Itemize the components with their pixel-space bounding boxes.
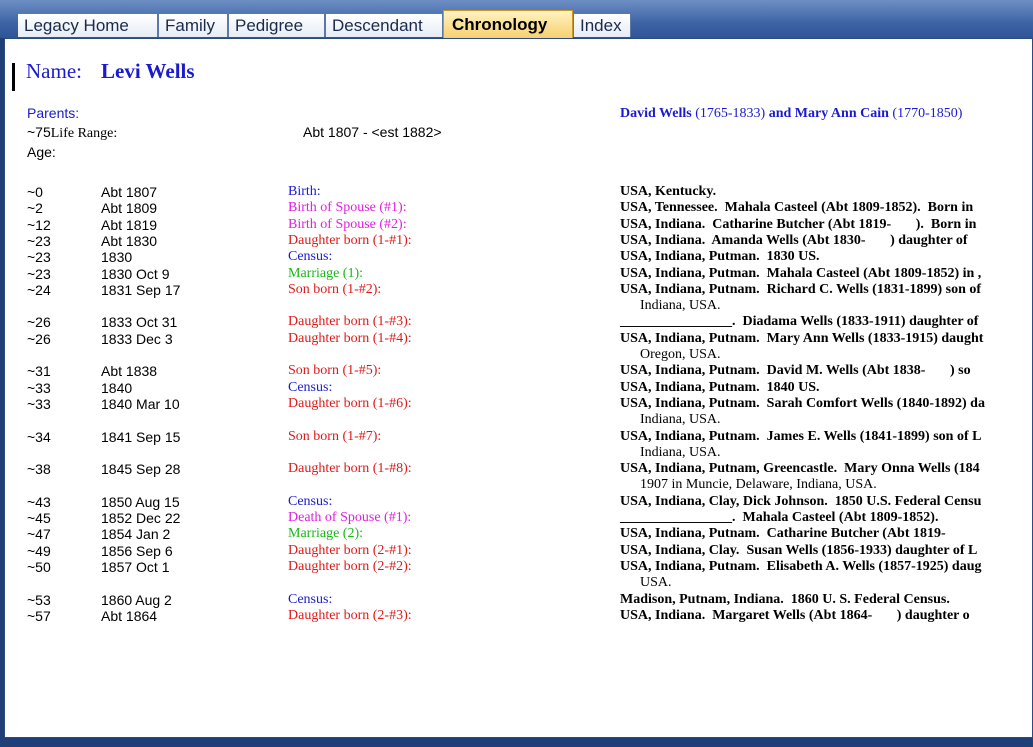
event-date: 1831 Sep 17 bbox=[101, 281, 181, 298]
event-detail[interactable] bbox=[620, 396, 985, 412]
event-place: ________________. bbox=[620, 314, 736, 330]
event-age: ~12 bbox=[27, 216, 51, 233]
event-type: Son born (1-#5): bbox=[288, 363, 382, 379]
event-type: Census: bbox=[288, 379, 333, 395]
event-type: Census: bbox=[288, 249, 333, 265]
event-type: Daughter born (1-#4): bbox=[288, 330, 412, 346]
event-place: USA, Indiana, Putman. bbox=[620, 265, 760, 281]
event-type: Daughter born (1-#8): bbox=[288, 461, 412, 477]
event-place: USA, Indiana, Putnam. bbox=[620, 281, 760, 297]
mother-dates: (1770-1850) bbox=[892, 106, 963, 121]
event-type: Son born (1-#7): bbox=[288, 428, 382, 444]
event-description: Diadama Wells (1833-1911) daughter of bbox=[735, 314, 979, 330]
tab-legacy-home[interactable]: Legacy Home bbox=[18, 13, 158, 37]
life-range-label: Life Range: bbox=[50, 126, 118, 141]
event-date: Abt 1830 bbox=[101, 232, 158, 249]
event-type: Birth of Spouse (#1): bbox=[288, 200, 407, 216]
chronology-row bbox=[5, 461, 1033, 479]
event-date: Abt 1809 bbox=[101, 200, 158, 217]
chronology-row bbox=[5, 429, 1033, 447]
chronology-row-continuation bbox=[5, 477, 1033, 495]
event-type: Birth of Spouse (#2): bbox=[288, 216, 407, 232]
event-description: Mary Ann Wells (1833-1915) daught bbox=[759, 330, 984, 346]
event-detail-continuation: Oregon, USA. bbox=[640, 347, 721, 362]
event-place: USA, Indiana. bbox=[620, 216, 706, 232]
event-description: James E. Wells (1841-1899) son of L bbox=[759, 428, 982, 444]
event-type: Marriage (2): bbox=[288, 526, 364, 542]
event-description: Richard C. Wells (1831-1899) son of bbox=[759, 281, 982, 297]
tab-chronology[interactable]: Chronology bbox=[443, 10, 573, 38]
event-date: 1833 Oct 31 bbox=[101, 314, 178, 331]
event-detail-continuation: USA. bbox=[640, 575, 672, 591]
event-date: 1857 Oct 1 bbox=[101, 558, 170, 575]
event-date: 1854 Jan 2 bbox=[101, 526, 171, 543]
text-cursor bbox=[12, 63, 15, 91]
event-age: ~45 bbox=[27, 510, 51, 526]
event-place: USA, Indiana, Putman. bbox=[620, 249, 760, 265]
event-detail[interactable] bbox=[620, 363, 971, 379]
event-age: ~49 bbox=[27, 542, 51, 559]
father-link[interactable]: David Wells bbox=[620, 106, 692, 121]
event-description: Sarah Comfort Wells (1840-1892) da bbox=[759, 395, 985, 411]
event-description: Catharine Butcher (Abt 1819- bbox=[759, 526, 946, 542]
person-name[interactable]: Levi Wells bbox=[101, 59, 195, 83]
event-date: 1860 Aug 2 bbox=[101, 591, 172, 608]
event-date: Abt 1838 bbox=[101, 363, 158, 380]
event-place: USA, Indiana, Putnam. bbox=[620, 428, 760, 444]
event-place: Madison, Putnam, Indiana. bbox=[620, 591, 784, 607]
event-detail[interactable] bbox=[620, 429, 981, 445]
name-header bbox=[5, 49, 1033, 83]
event-place: USA, Indiana, Clay. bbox=[620, 542, 740, 558]
tab-bar bbox=[0, 0, 1033, 38]
event-age: ~23 bbox=[27, 232, 51, 249]
event-age: ~26 bbox=[27, 314, 51, 331]
event-place: USA, Indiana, Putnam, Greencastle. bbox=[620, 461, 838, 477]
event-place: ________________. bbox=[620, 510, 736, 525]
event-detail[interactable] bbox=[620, 559, 981, 575]
event-description: David M. Wells (Abt 1838- ) so bbox=[759, 363, 971, 379]
event-detail[interactable] bbox=[620, 314, 978, 330]
event-detail[interactable] bbox=[620, 184, 716, 200]
chronology-row bbox=[5, 592, 1033, 610]
chronology-row-continuation bbox=[5, 298, 1033, 316]
chronology-row bbox=[5, 396, 1033, 414]
event-detail[interactable] bbox=[620, 461, 980, 477]
event-detail[interactable] bbox=[620, 200, 973, 216]
life-range-prefix: ~75 bbox=[27, 124, 51, 140]
name-label: Name: bbox=[26, 59, 82, 83]
event-place: USA, Indiana. bbox=[620, 232, 706, 248]
event-description: Margaret Wells (Abt 1864- ) daughter o bbox=[705, 607, 970, 623]
chronology-row bbox=[5, 233, 1033, 251]
event-age: ~33 bbox=[27, 395, 51, 412]
event-age: ~34 bbox=[27, 428, 51, 445]
event-date: Abt 1819 bbox=[101, 216, 158, 233]
event-age: ~31 bbox=[27, 363, 51, 380]
chronology-panel bbox=[4, 38, 1033, 738]
event-type: Marriage (1): bbox=[288, 265, 364, 281]
event-description: 1840 US. bbox=[759, 379, 820, 395]
life-range-value: Abt 1807 - <est 1882> bbox=[303, 124, 442, 140]
chronology-row bbox=[5, 363, 1033, 381]
chronology-row-continuation bbox=[5, 445, 1033, 463]
event-age: ~50 bbox=[27, 558, 51, 575]
event-detail-continuation: 1907 in Muncie, Delaware, Indiana, USA. bbox=[640, 477, 877, 493]
chronology-row bbox=[5, 526, 1033, 544]
event-description: 1860 U. S. Federal Census. bbox=[783, 591, 950, 607]
event-detail[interactable] bbox=[620, 592, 950, 608]
event-type: Daughter born (2-#3): bbox=[288, 607, 412, 623]
event-detail[interactable] bbox=[620, 266, 981, 282]
chronology-row-continuation bbox=[5, 575, 1033, 593]
event-description: Mahala Casteel (Abt 1809-1852). Born in bbox=[717, 200, 974, 216]
chronology-row bbox=[5, 184, 1033, 202]
chronology-row bbox=[5, 494, 1033, 512]
chronology-row-continuation bbox=[5, 412, 1033, 430]
event-age: ~24 bbox=[27, 281, 51, 298]
event-age: ~23 bbox=[27, 265, 51, 282]
event-description: Mary Onna Wells (184 bbox=[837, 461, 980, 477]
event-detail-continuation: Indiana, USA. bbox=[640, 298, 721, 314]
event-description: Mahala Casteel (Abt 1809-1852). bbox=[735, 510, 939, 525]
event-type: Son born (1-#2): bbox=[288, 281, 382, 297]
event-description: 1850 U.S. Federal Censu bbox=[827, 493, 982, 509]
event-detail[interactable] bbox=[620, 249, 820, 265]
event-detail[interactable] bbox=[620, 543, 977, 559]
event-type: Birth: bbox=[288, 184, 321, 199]
chronology-row bbox=[5, 217, 1033, 235]
event-type: Daughter born (2-#1): bbox=[288, 542, 412, 558]
event-detail[interactable] bbox=[620, 331, 983, 347]
life-range-row bbox=[27, 124, 117, 142]
event-description: Amanda Wells (Abt 1830- ) daughter of bbox=[705, 232, 968, 248]
event-detail-continuation: Indiana, USA. bbox=[640, 412, 721, 428]
event-place: USA, Indiana, Putnam. bbox=[620, 526, 760, 542]
event-type: Daughter born (1-#6): bbox=[288, 395, 412, 411]
event-place: USA, Indiana, Clay, Dick Johnson. bbox=[620, 493, 828, 509]
event-detail[interactable] bbox=[620, 510, 938, 526]
chronology-row bbox=[5, 200, 1033, 218]
mother-link[interactable]: Mary Ann Cain bbox=[794, 106, 889, 121]
event-age: ~43 bbox=[27, 493, 51, 510]
chronology-row bbox=[5, 266, 1033, 284]
event-description: Elisabeth A. Wells (1857-1925) daug bbox=[759, 558, 982, 574]
event-detail[interactable] bbox=[620, 380, 820, 396]
event-date: 1852 Dec 22 bbox=[101, 510, 181, 526]
chronology-row-continuation bbox=[5, 347, 1033, 365]
chronology-row bbox=[5, 282, 1033, 300]
event-place: USA, Indiana. bbox=[620, 607, 706, 623]
event-date: 1856 Sep 6 bbox=[101, 542, 173, 559]
event-detail[interactable] bbox=[620, 282, 981, 298]
father-dates: (1765-1833) bbox=[695, 106, 766, 121]
tab-index[interactable]: Index bbox=[573, 13, 631, 37]
event-description: Catharine Butcher (Abt 1819- ). Born in bbox=[705, 216, 977, 232]
event-place: USA, Kentucky. bbox=[620, 184, 717, 199]
parents-value bbox=[620, 106, 962, 122]
tab-pedigree[interactable]: Pedigree bbox=[228, 13, 325, 37]
event-age: ~47 bbox=[27, 526, 51, 543]
event-age: ~0 bbox=[27, 184, 43, 200]
event-detail-continuation: Indiana, USA. bbox=[640, 444, 721, 460]
event-detail[interactable] bbox=[620, 608, 970, 624]
event-description: Mahala Casteel (Abt 1809-1852) in , bbox=[759, 265, 982, 281]
event-age: ~33 bbox=[27, 379, 51, 396]
event-age: ~53 bbox=[27, 591, 51, 608]
chronology-row bbox=[5, 559, 1033, 577]
age-label: Age: bbox=[27, 144, 56, 160]
event-date: Abt 1807 bbox=[101, 184, 158, 200]
event-detail[interactable] bbox=[620, 233, 968, 249]
chronology-row bbox=[5, 331, 1033, 349]
event-type: Census: bbox=[288, 591, 333, 607]
event-date: 1833 Dec 3 bbox=[101, 330, 173, 347]
event-detail[interactable] bbox=[620, 217, 976, 233]
event-description: Susan Wells (1856-1933) daughter of L bbox=[739, 542, 978, 558]
tab-descendant[interactable]: Descendant bbox=[325, 13, 443, 37]
event-description: 1830 US. bbox=[759, 249, 820, 265]
event-place: USA, Indiana, Putnam. bbox=[620, 363, 760, 379]
event-type: Daughter born (1-#3): bbox=[288, 314, 412, 330]
event-type: Daughter born (1-#1): bbox=[288, 232, 412, 248]
bottom-border bbox=[0, 738, 1033, 747]
tab-family[interactable]: Family bbox=[158, 13, 228, 37]
event-place: USA, Indiana, Putnam. bbox=[620, 330, 760, 346]
event-place: USA, Indiana, Putnam. bbox=[620, 379, 760, 395]
chronology-row bbox=[5, 314, 1033, 332]
event-date: 1840 bbox=[101, 379, 133, 396]
event-type: Death of Spouse (#1): bbox=[288, 510, 412, 525]
event-detail[interactable] bbox=[620, 526, 946, 542]
event-age: ~26 bbox=[27, 330, 51, 347]
chronology-row bbox=[5, 543, 1033, 561]
event-date: 1830 bbox=[101, 249, 133, 266]
parents-and: and bbox=[768, 106, 792, 121]
event-date: 1850 Aug 15 bbox=[101, 493, 180, 510]
event-age: ~2 bbox=[27, 200, 43, 217]
event-date: 1840 Mar 10 bbox=[101, 395, 180, 412]
event-date: 1841 Sep 15 bbox=[101, 428, 181, 445]
event-age: ~38 bbox=[27, 461, 51, 478]
event-type: Census: bbox=[288, 493, 333, 509]
event-place: USA, Indiana, Putnam. bbox=[620, 395, 760, 411]
event-date: 1845 Sep 28 bbox=[101, 461, 181, 478]
event-place: USA, Indiana, Putnam. bbox=[620, 558, 760, 574]
event-place: USA, Tennessee. bbox=[620, 200, 718, 216]
parents-label: Parents: bbox=[27, 105, 80, 121]
event-date: Abt 1864 bbox=[101, 607, 158, 624]
event-type: Daughter born (2-#2): bbox=[288, 558, 412, 574]
chronology-row bbox=[5, 380, 1033, 398]
chronology-row bbox=[5, 608, 1033, 626]
event-detail[interactable] bbox=[620, 494, 981, 510]
event-date: 1830 Oct 9 bbox=[101, 265, 170, 282]
chronology-row bbox=[5, 249, 1033, 267]
event-age: ~57 bbox=[27, 607, 51, 624]
event-age: ~23 bbox=[27, 249, 51, 266]
chronology-row bbox=[5, 510, 1033, 528]
